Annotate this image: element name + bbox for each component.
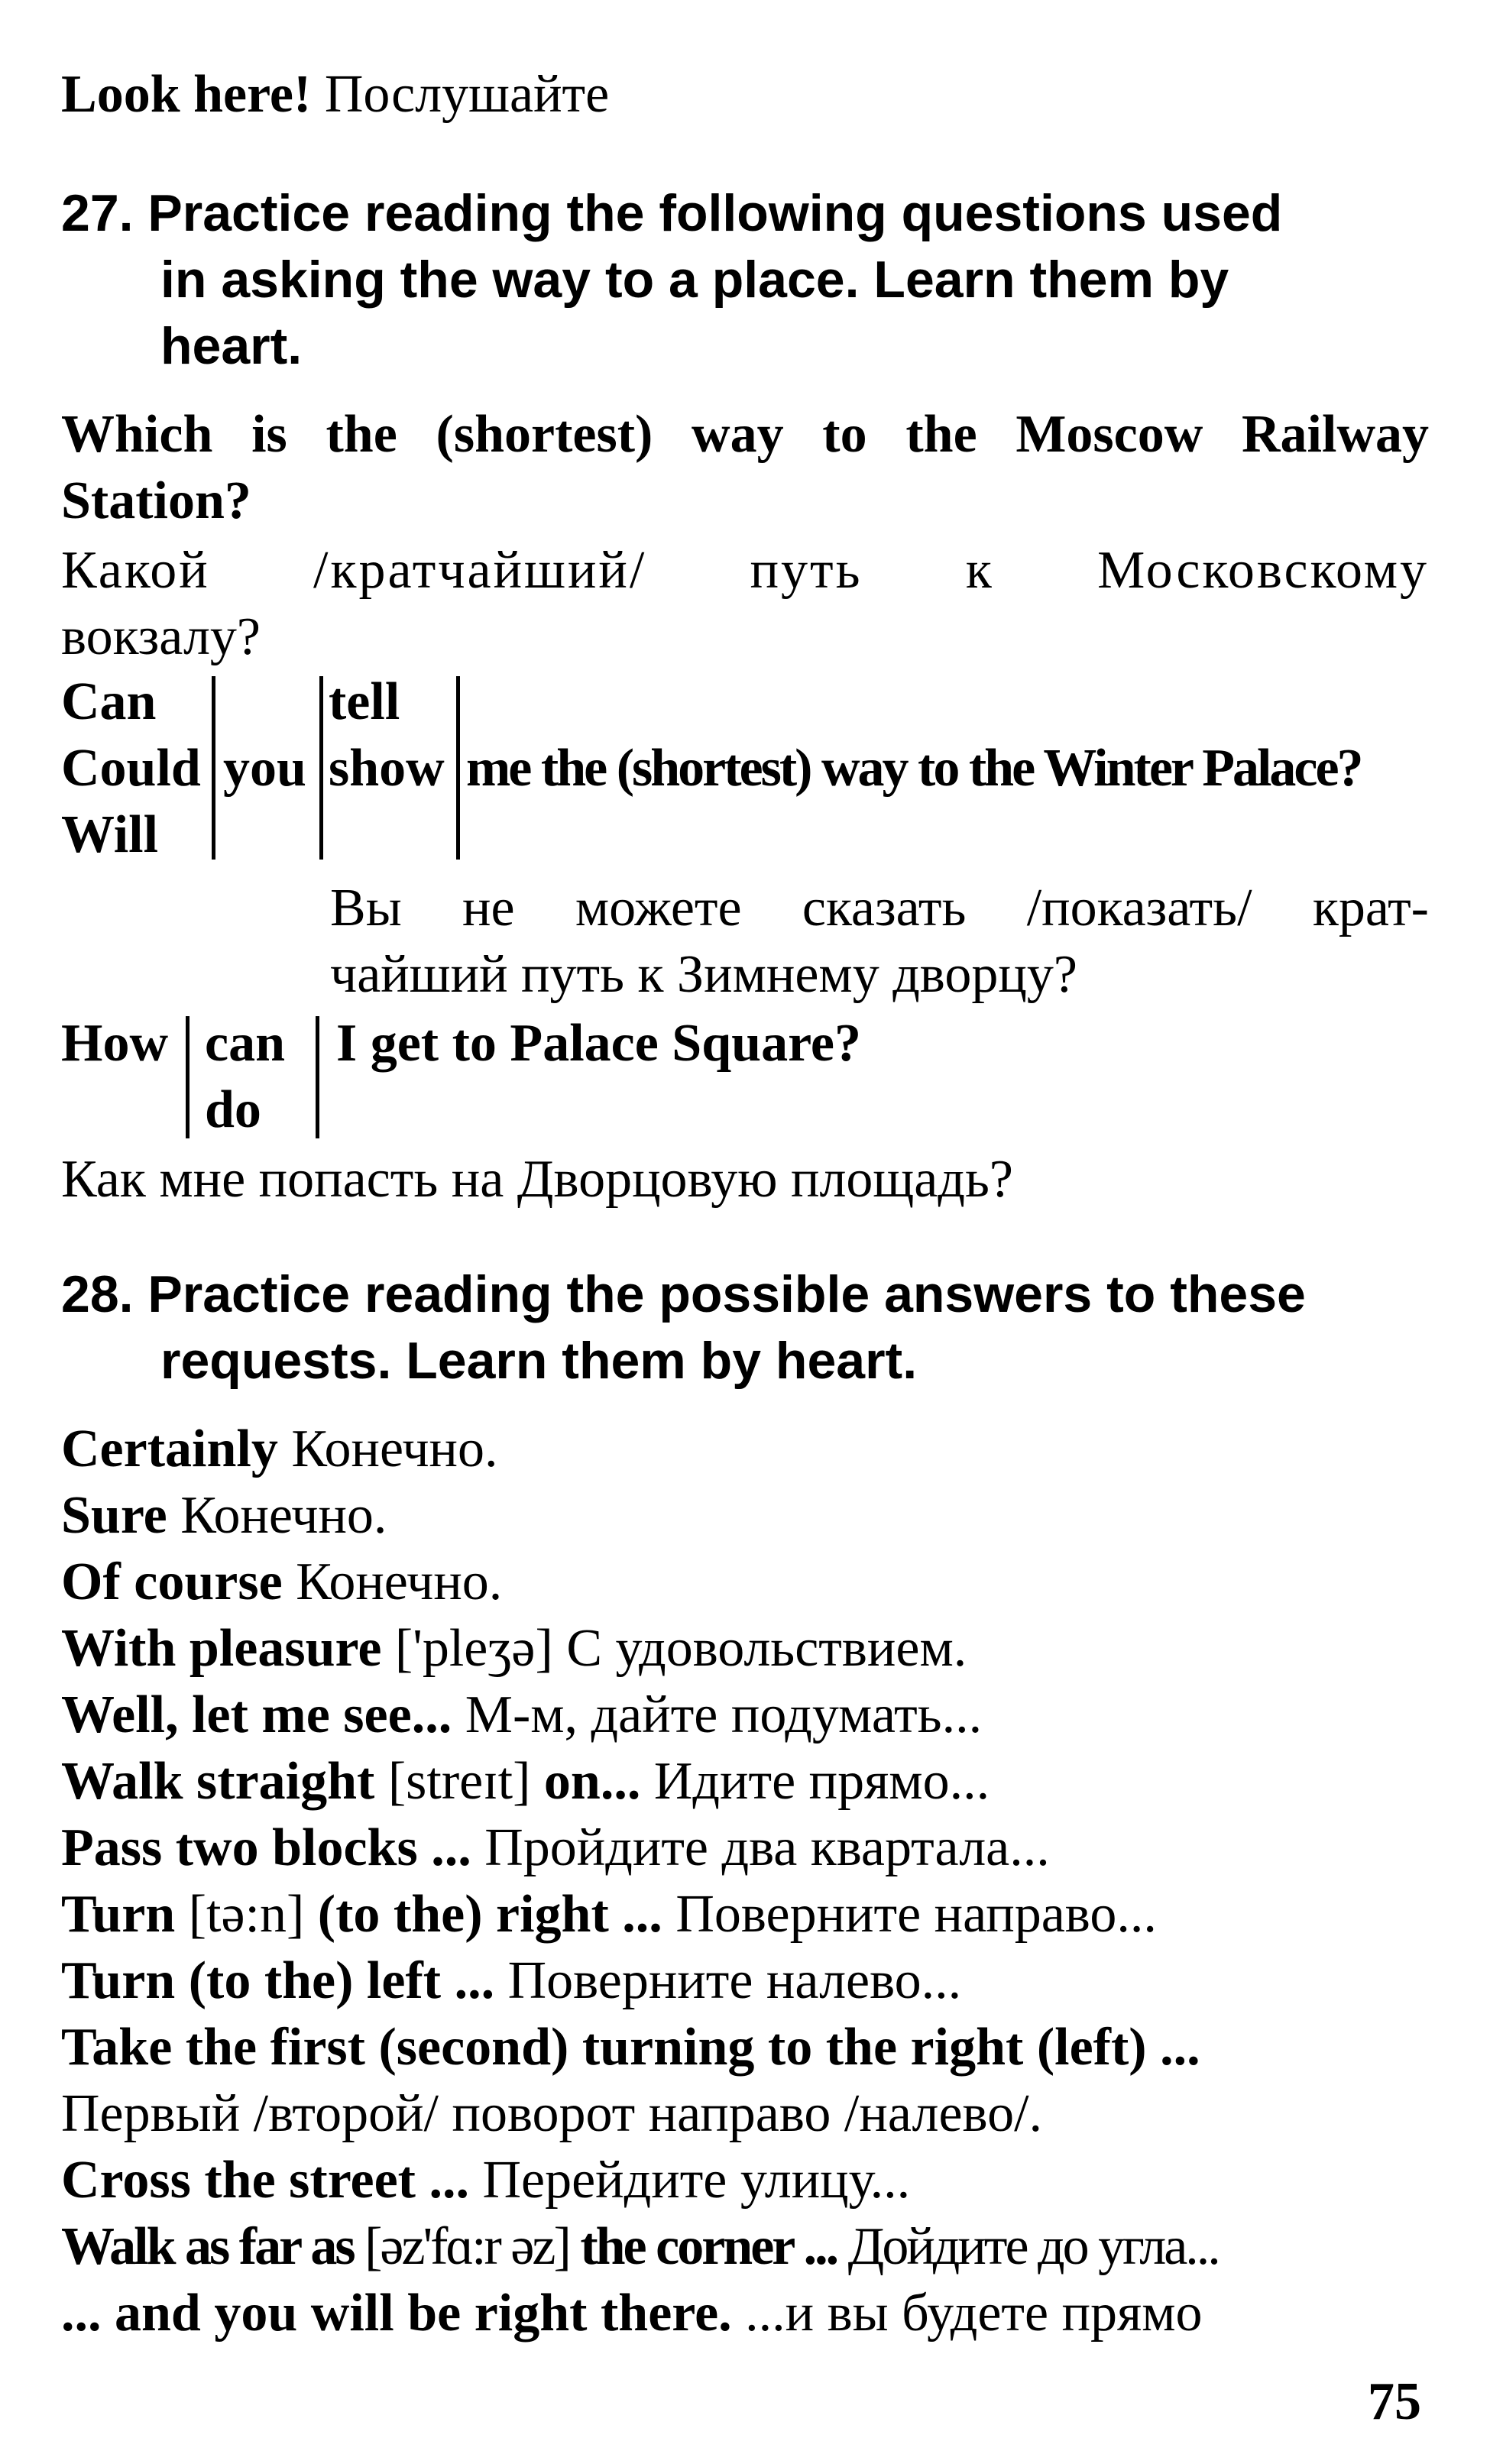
phrase-item: Первый /второй/ поворот направо /налево/. [61, 2084, 1043, 2143]
verb-do: do [205, 1080, 261, 1139]
phrase-item: Cross the street ... Перейдите улицу... [61, 2151, 911, 2210]
phrase-item: Well, let me see... М-м, дайте подумать... [61, 1685, 983, 1744]
phrase-item: Sure Конечно. [61, 1486, 387, 1545]
question-3-ru: Как мне попасть на Дворцовую площадь? [61, 1150, 1013, 1209]
verb-show: show [329, 739, 445, 798]
phrase-item: With pleasure ['pleʒə] С удовольствием. [61, 1619, 967, 1678]
textbook-page [61, 0, 1437, 2464]
question-2-rest: me the (shortest) way to the Winter Palace? [466, 739, 1362, 798]
phrase-item: Pass two blocks ... Пройдите два квартала... [61, 1818, 1050, 1877]
question-2-ru-line-2: чайший путь к Зимнему дворцу? [330, 945, 1077, 1004]
question-2-ru-line-1: Вы не можете сказать /показать/ крат- [330, 879, 1429, 937]
word-you: you [223, 739, 306, 798]
table-divider-2 [319, 676, 323, 860]
heading-27-line-1: 27. Practice reading the following questions used [61, 184, 1283, 242]
transcription: [tə:n] [188, 1885, 305, 1944]
phrase-item: Walk as far as [əz'fɑ:r əz] the corner ... Дойдите до угла... [61, 2217, 1219, 2276]
heading-27-line-2: in asking the way to a place. Learn them by [160, 251, 1229, 309]
transcription: [streɪt] [387, 1752, 531, 1811]
table-2-divider-2 [316, 1016, 319, 1138]
question-1-line-2: Station? [61, 471, 251, 530]
look-here-en: Look here! [61, 65, 312, 124]
modal-can: Can [61, 672, 157, 731]
transcription: ['pleʒə] [394, 1619, 553, 1678]
look-here-ru: Послушайте [324, 65, 610, 124]
phrase-item: Certainly Конечно. [61, 1420, 498, 1478]
question-1-ru-line-1: Какой /кратчайший/ путь к Московскому [61, 541, 1429, 600]
page-number: 75 [1368, 2372, 1421, 2431]
question-3-rest: I get to Palace Square? [336, 1014, 861, 1073]
phrase-item: Turn [tə:n] (to the) right ... Поверните направо... [61, 1885, 1157, 1944]
heading-27-line-3: heart. [160, 317, 303, 375]
word-how: How [61, 1014, 168, 1073]
heading-28-line-2: requests. Learn them by heart. [160, 1332, 918, 1390]
phrase-item: Walk straight [streɪt] on... Идите прямо... [61, 1752, 990, 1811]
modal-could: Could [61, 739, 201, 798]
transcription: [əz'fɑ:r əz] [364, 2217, 569, 2276]
verb-tell: tell [329, 672, 400, 731]
heading-28-line-1: 28. Practice reading the possible answers to these [61, 1265, 1306, 1323]
question-1-ru-line-2: вокзалу? [61, 607, 261, 666]
table-2-divider-1 [186, 1016, 189, 1138]
phrase-item: Take the first (second) turning to the right (left) ... [61, 2018, 1200, 2077]
phrase-item: Of course Конечно. [61, 1553, 503, 1611]
table-divider-3 [456, 676, 460, 860]
modal-will: Will [61, 805, 159, 864]
question-1-line-1: Which is the (shortest) way to the Moscow Railway [61, 405, 1429, 464]
table-divider-1 [212, 676, 215, 860]
phrase-item: ... and you will be right there. ...и вы будете прямо [61, 2284, 1203, 2343]
phrase-item: Turn (to the) left ... Поверните налево... [61, 1951, 962, 2010]
look-here-line [61, 61, 609, 128]
verb-can: can [205, 1014, 285, 1073]
